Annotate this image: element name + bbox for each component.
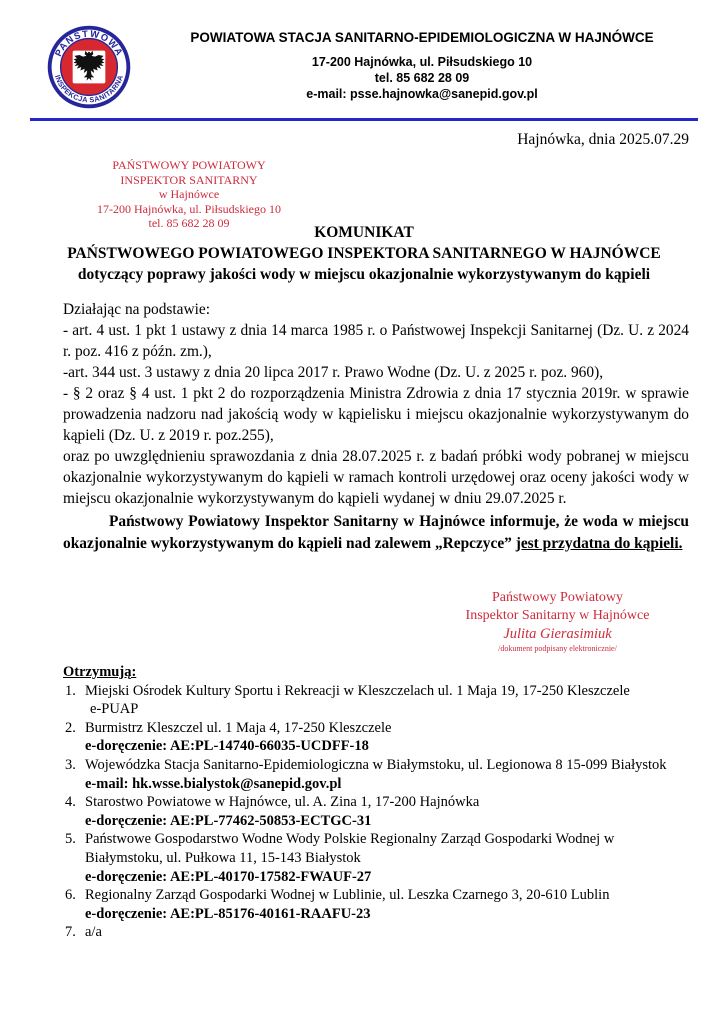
recipient-name: Miejski Ośrodek Kultury Sportu i Rekreacji w Kleszczelach ul. 1 Maja 19, 17-250 Kleszczele (85, 682, 630, 699)
recipient-channel: e-doręczenie: AE:PL-14740-66035-UCDFF-18 (85, 738, 369, 755)
recipients-heading: Otrzymują: (63, 664, 137, 680)
list-item: 2. Burmistrz Kleszczel ul. 1 Maja 4, 17-250 Kleszczele e-doręczenie: AE:PL-14740-66035-UCDFF-18 (63, 719, 693, 756)
recipient-name: Państwowe Gospodarstwo Wodne Wody Polskie Regionalny Zarząd Gospodarki Wodnej w Białymstoku, ul. Pułkowa 11, 15-143 Białystok (85, 831, 615, 866)
recipient-channel: e-doręczenie: AE:PL-77462-50853-ECTGC-31 (85, 812, 372, 829)
org-email: e-mail: psse.hajnowka@sanepid.gov.pl (306, 87, 538, 101)
title-line-1: KOMUNIKAT (314, 224, 414, 241)
body-paragraph: - § 2 oraz § 4 ust. 1 pkt 2 do rozporządzenia Ministra Zdrowia z dnia 17 stycznia 2019r. w sprawie prowadzenia nadzoru nad jakością wody w kąpielisku i miejscu okazjonalnie wykorzystywanym do kąpieli (Dz. U. z 2019 r. poz.255), (63, 385, 689, 444)
org-phone: tel. 85 682 28 09 (374, 71, 470, 85)
recipient-channel: e-doręczenie: AE:PL-85176-40161-RAAFU-23 (85, 905, 371, 922)
body-paragraph: -art. 344 ust. 3 ustawy z dnia 20 lipca 2017 r. Prawo Wodne (Dz. U. z 2025 r. poz. 960), (63, 364, 604, 381)
recipient-name: Burmistrz Kleszczel ul. 1 Maja 4, 17-250 Kleszczele (85, 719, 392, 736)
date-line: Hajnówka, dnia 2025.07.29 (517, 131, 689, 148)
org-address: 17-200 Hajnówka, ul. Piłsudskiego 10 (311, 55, 533, 69)
document-title (40, 222, 688, 285)
sender-line: tel. 85 682 28 09 (148, 216, 230, 230)
body-paragraph: oraz po uwzględnieniu sprawozdania z dnia 28.07.2025 r. z badań próbki wody pobranej w miejscu okazjonalnie wykorzystywanym do kąpieli w ramach kontroli urzędowej oraz oceny jakości wody w miejscu okazjonalnie wykorzystywanym do kąpieli wydanej w dniu 29.07.2025 r. (63, 448, 689, 507)
sanitary-inspection-seal-icon (46, 24, 132, 110)
body-paragraph: - art. 4 ust. 1 pkt 1 ustawy z dnia 14 marca 1985 r. o Państwowej Inspekcji Sanitarnej (Dz. U. z 2024 r. poz. 416 z późn. zm.), (63, 322, 689, 360)
list-item: 5. Państwowe Gospodarstwo Wodne Wody Polskie Regionalny Zarząd Gospodarki Wodnej w Białymstoku, ul. Pułkowa 11, 15-143 Białystok e-doręczenie: AE:PL-40170-17582-FWAUF-27 (63, 830, 693, 886)
recipient-name: Wojewódzka Stacja Sanitarno-Epidemiologiczna w Białymstoku, ul. Legionowa 8 15-099 Białystok (85, 756, 667, 773)
legal-basis (63, 299, 689, 509)
recipient-channel: e-PUAP (90, 701, 139, 718)
title-line-2: PAŃSTWOWEGO POWIATOWEGO INSPEKTORA SANITARNEGO W HAJNÓWCE (67, 245, 661, 262)
signature-block (415, 589, 700, 655)
list-item: 6. Regionalny Zarząd Gospodarki Wodnej w Lublinie, ul. Leszka Czarnego 3, 20-610 Lublin e-doręczenie: AE:PL-85176-40161-RAAFU-23 (63, 886, 693, 923)
recipient-channel: e-doręczenie: AE:PL-40170-17582-FWAUF-27 (85, 868, 372, 885)
recipient-name: Starostwo Powiatowe w Hajnówce, ul. A. Zina 1, 17-200 Hajnówka (85, 794, 480, 811)
recipients-list (63, 663, 693, 942)
signature-title-1: Państwowy Powiatowy (491, 590, 624, 605)
recipient-channel: e-mail: hk.wsse.bialystok@sanepid.gov.pl (85, 775, 342, 792)
header-divider (30, 118, 698, 121)
signature-title-2: Inspektor Sanitarny w Hajnówce (465, 608, 650, 623)
letterhead (152, 30, 692, 102)
org-name: POWIATOWA STACJA SANITARNO-EPIDEMIOLOGICZNA W HAJNÓWCE (190, 30, 654, 45)
sender-line: 17-200 Hajnówka, ul. Piłsudskiego 10 (97, 201, 281, 216)
sender-stamp (64, 158, 314, 231)
body-paragraph: Działając na podstawie: (63, 301, 211, 318)
signature-note: /dokument podpisany elektronicznie/ (498, 644, 617, 653)
recipient-name: Regionalny Zarząd Gospodarki Wodnej w Lublinie, ul. Leszka Czarnego 3, 20-610 Lublin (85, 887, 610, 904)
title-line-3: dotyczący poprawy jakości wody w miejscu okazjonalnie wykorzystywanym do kąpieli (77, 266, 651, 283)
sender-line: INSPEKTOR SANITARNY (120, 172, 258, 187)
statement-main: Państwowy Powiatowy Inspektor Sanitarny w Hajnówce informuje, że woda w miejscu okazjonalnie wykorzystywanym do kąpieli nad zalewem „Repczyce” (63, 513, 689, 552)
sender-line: w Hajnówce (158, 187, 220, 201)
logo-text-bottom: INSPEKCJA SANITARNA (52, 73, 126, 105)
statement (63, 511, 689, 554)
list-item: 4. Starostwo Powiatowe w Hajnówce, ul. A. Zina 1, 17-200 Hajnówka e-doręczenie: AE:PL-77462-50853-ECTGC-31 (63, 793, 693, 830)
list-item: 1. Miejski Ośrodek Kultury Sportu i Rekreacji w Kleszczelach ul. 1 Maja 19, 17-250 Kleszczele e-PUAP (63, 682, 693, 719)
logo-text-top: PAŃSTWOWA (53, 28, 125, 59)
sender-line: PAŃSTWOWY POWIATOWY (112, 158, 266, 172)
list-item: 7. a/a (63, 923, 693, 942)
recipient-name: a/a (85, 924, 102, 941)
statement-underlined: jest przydatna do kąpieli. (515, 534, 683, 552)
signature-name: Julita Gierasimiuk (503, 626, 612, 642)
list-item: 3. Wojewódzka Stacja Sanitarno-Epidemiologiczna w Białymstoku, ul. Legionowa 8 15-099 Białystok e-mail: hk.wsse.bialystok@sanepid.gov.pl (63, 756, 693, 793)
